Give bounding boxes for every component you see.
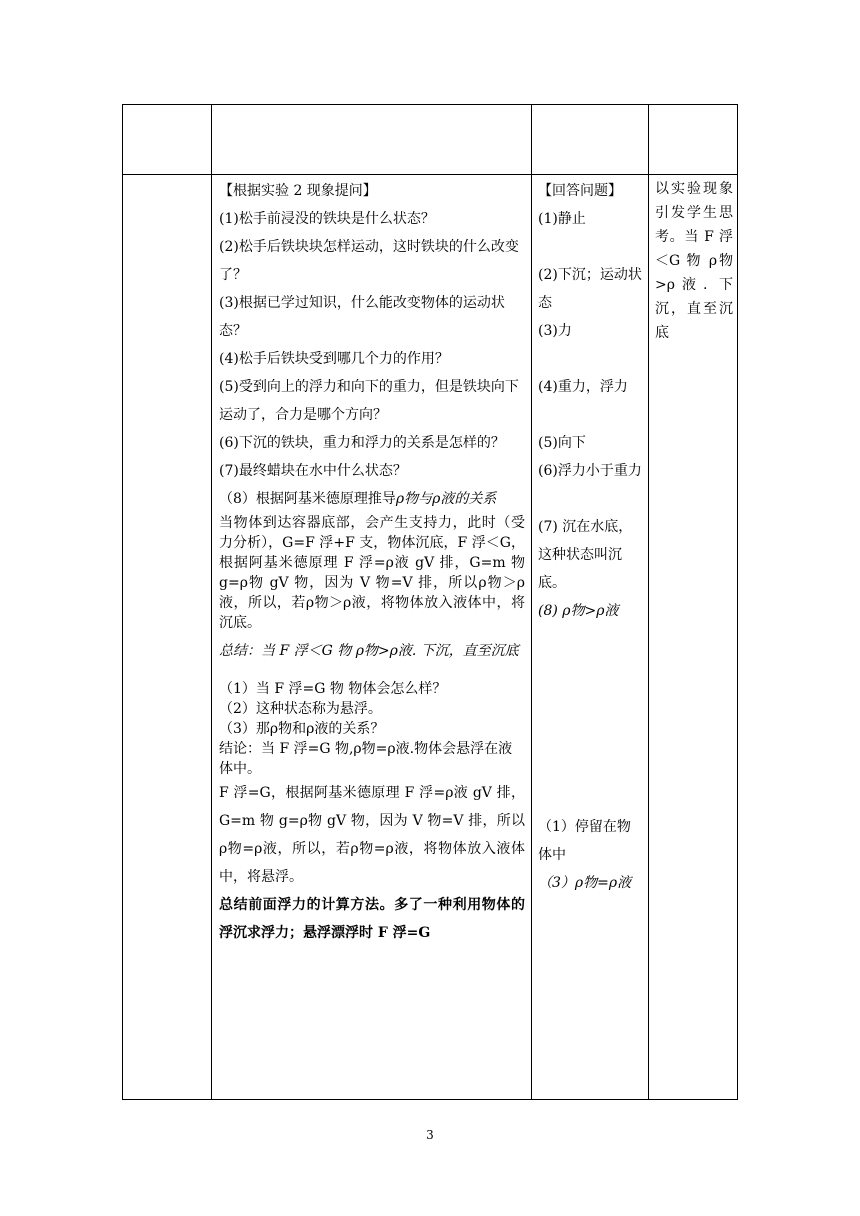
column-divider	[211, 105, 212, 1099]
teacher-activity-cell	[219, 177, 525, 947]
answer-2: (2)下沉；运动状态	[538, 267, 642, 311]
column-divider	[531, 105, 532, 1099]
sinking-analysis: 当物体到达容器底部，会产生支持力，此时（受力分析），G=F 浮+F 支，物体沉底，F 浮＜G，根据阿基米德原理 F 浮=ρ液 gV 排，G=m 物 g=ρ物 gV 物，因为 V 物=V 排，所以ρ物＞ρ液，所以，若ρ物＞ρ液，将物体放入液体中，将沉底。	[219, 515, 525, 631]
design-intent-cell	[655, 177, 733, 345]
answer-4: (4)重力，浮力	[538, 379, 628, 395]
page-number: 3	[426, 1128, 434, 1142]
suspension-question-2: （2）这种状态称为悬浮。	[219, 701, 382, 717]
answer-7: (7) 沉在水底，这种状态叫沉底。	[538, 519, 633, 591]
question-5: (5)受到向上的浮力和向下的重力，但是铁块向下运动了，合力是哪个方向？	[219, 379, 519, 423]
density-relation: ρ物与ρ液的关系	[395, 491, 497, 507]
suspension-question-1: （1）当 F 浮=G 物 物体会怎么样？	[219, 681, 447, 697]
question-8	[219, 485, 525, 513]
question-1: (1)松手前浸没的铁块是什么状态？	[219, 211, 435, 227]
suspension-answers	[538, 813, 642, 897]
question-8-prefix: （8）根据阿基米德原理推导	[219, 491, 396, 507]
suspension-answer-1: （1）停留在物体中	[538, 819, 631, 863]
question-7: (7)最终蜡块在水中什么状态？	[219, 463, 407, 479]
answer-1: (1)静止	[538, 211, 586, 227]
question-6: (6)下沉的铁块，重力和浮力的关系是怎样的？	[219, 435, 505, 451]
question-3: (3)根据已学过知识，什么能改变物体的运动状态？	[219, 295, 505, 339]
suspension-conclusion: 结论：当 F 浮=G 物,ρ物=ρ液.物体会悬浮在液体中。	[219, 741, 513, 777]
answer-5: (5)向下	[538, 435, 586, 451]
question-heading: 【根据实验 2 现象提问】	[219, 183, 377, 199]
row-divider	[123, 174, 737, 175]
answer-3: (3)力	[538, 323, 572, 339]
suspension-question-3: （3）那ρ物和ρ液的关系？	[219, 721, 385, 737]
buoyancy-method-summary: 总结前面浮力的计算方法。多了一种利用物体的浮沉求浮力；悬浮漂浮时 F 浮=G	[219, 897, 525, 941]
sinking-summary: 总结：当 F 浮＜G 物 ρ物>ρ液. 下沉，直至沉底	[219, 643, 519, 659]
question-4: (4)松手后铁块受到哪几个力的作用？	[219, 351, 449, 367]
lesson-table	[122, 104, 738, 1100]
answer-heading: 【回答问题】	[538, 183, 622, 199]
design-intent: 以实验现象引发学生思考。当 F 浮＜G 物 ρ物>ρ液. 下沉，直至沉底	[655, 181, 733, 341]
suspension-analysis: F 浮=G，根据阿基米德原理 F 浮=ρ液 gV 排，G=m 物 g=ρ物 gV 物，因为 V 物=V 排，所以ρ物=ρ液，所以，若ρ物=ρ液，将物体放入液体中，将悬浮。	[219, 785, 525, 885]
student-activity-cell	[538, 177, 642, 625]
column-divider	[648, 105, 649, 1099]
answer-8: (8) ρ物>ρ液	[538, 603, 619, 619]
question-2: (2)松手后铁块块怎样运动，这时铁块的什么改变了？	[219, 239, 519, 283]
suspension-answer-3: （3）ρ物=ρ液	[538, 875, 632, 891]
answer-6: (6)浮力小于重力	[538, 463, 642, 479]
